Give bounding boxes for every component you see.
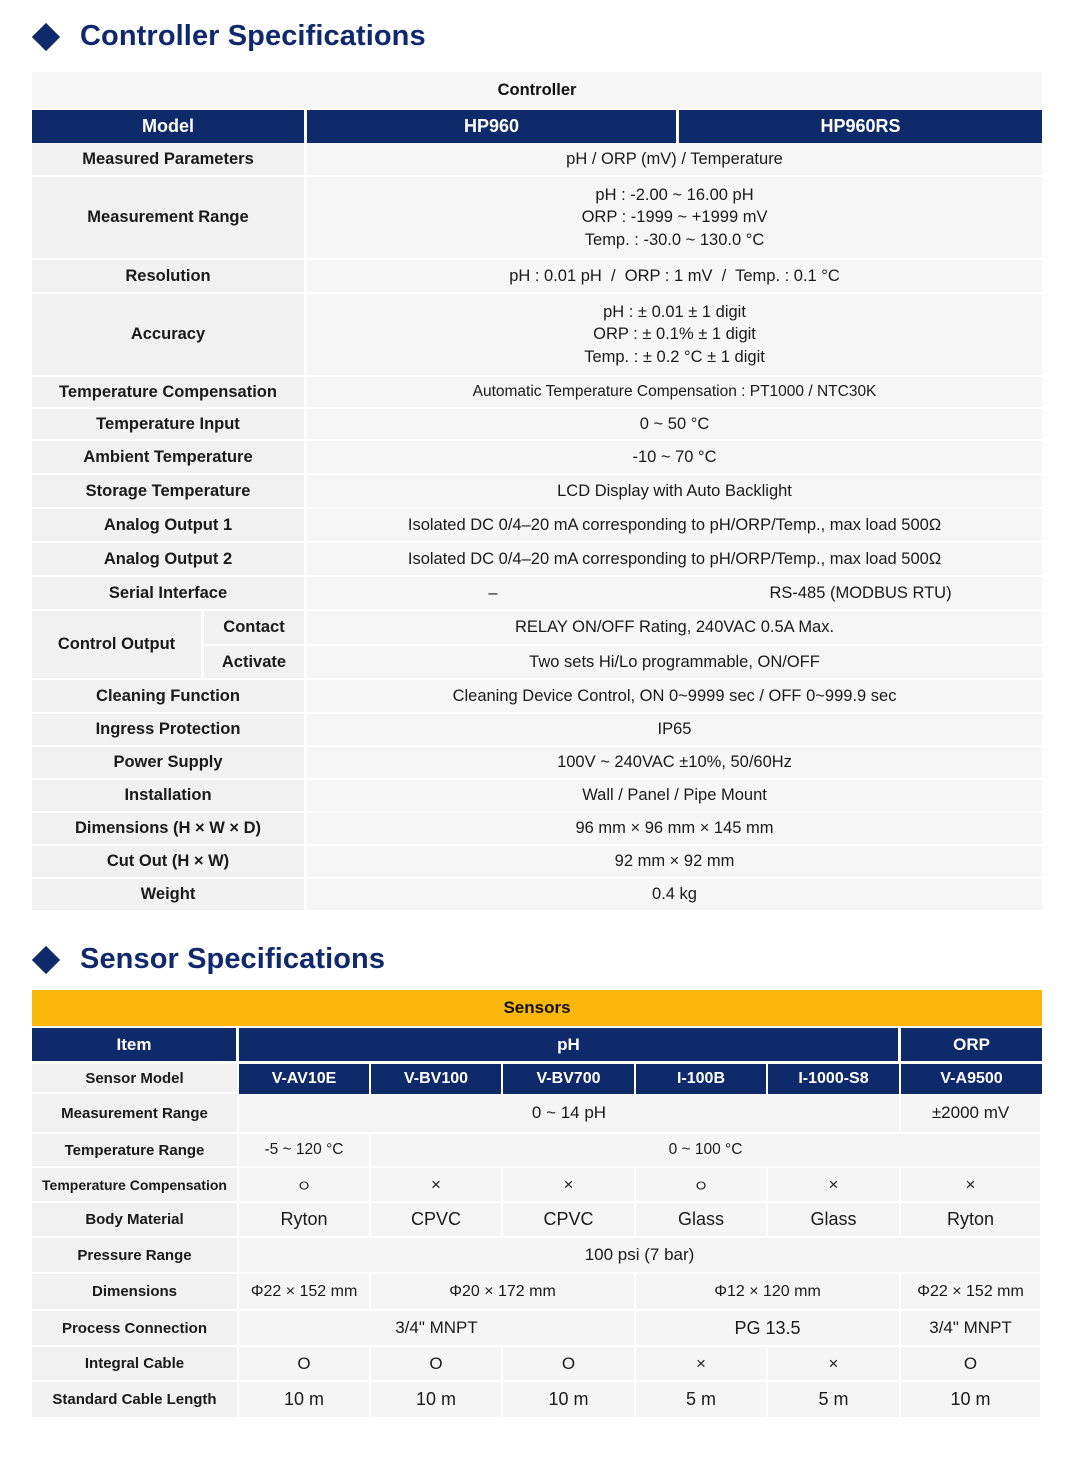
- row-value: 96 mm × 96 mm × 145 mm: [307, 813, 1042, 846]
- cell: CPVC: [371, 1203, 503, 1238]
- row-value: [307, 294, 1042, 377]
- row-value: 92 mm × 92 mm: [307, 846, 1042, 879]
- range-line: ORP : -1999 ~ +1999 mV: [581, 208, 768, 227]
- cell: ×: [503, 1168, 636, 1203]
- cell: 10 m: [371, 1382, 503, 1419]
- row-label: Dimensions (H × W × D): [32, 813, 307, 846]
- cell: ×: [901, 1168, 1042, 1203]
- cell: O: [503, 1347, 636, 1382]
- row-label: Temperature Range: [32, 1134, 239, 1168]
- row-label: Analog Output 1: [32, 509, 307, 543]
- row-value: pH / ORP (mV) / Temperature: [307, 143, 1042, 177]
- table-row: [32, 879, 1042, 912]
- sub-label-contact: Contact: [204, 611, 307, 646]
- row-label: Weight: [32, 879, 307, 912]
- model-v-bv700: V-BV700: [503, 1061, 636, 1094]
- row-label: Temperature Compensation: [32, 377, 307, 409]
- cell: -5 ~ 120 °C: [239, 1134, 371, 1168]
- table-row: [32, 543, 1042, 577]
- row-label: Accuracy: [32, 294, 307, 377]
- row-label: Process Connection: [32, 1311, 239, 1347]
- row-label: Measurement Range: [32, 177, 307, 260]
- row-label: Cleaning Function: [32, 680, 307, 714]
- header-orp: ORP: [901, 1028, 1042, 1061]
- cell: Ryton: [239, 1203, 371, 1238]
- row-value: 100V ~ 240VAC ±10%, 50/60Hz: [307, 747, 1042, 780]
- model-v-av10e: V-AV10E: [239, 1061, 371, 1094]
- table-row: [32, 1274, 1042, 1311]
- row-value: 0.4 kg: [307, 879, 1042, 912]
- sensor-model-row: [32, 1061, 1042, 1094]
- table-row: [32, 509, 1042, 543]
- row-label: Temperature Compensation: [32, 1168, 239, 1203]
- accuracy-line: pH : ± 0.01 ± 1 digit: [603, 302, 746, 321]
- row-value: pH : 0.01 pH / ORP : 1 mV / Temp. : 0.1 °C: [307, 260, 1042, 294]
- table-row: [32, 143, 1042, 177]
- cell: ㅇ: [239, 1168, 371, 1203]
- row-value: 0 ~ 50 °C: [307, 409, 1042, 441]
- row-label: Ingress Protection: [32, 714, 307, 747]
- cell: Φ12 × 120 mm: [636, 1274, 901, 1311]
- cell: 5 m: [636, 1382, 768, 1419]
- table-row: [32, 1382, 1042, 1419]
- controller-banner-row: [32, 72, 1042, 110]
- sensor-section-title: [32, 943, 385, 976]
- row-value: Wall / Panel / Pipe Mount: [307, 780, 1042, 813]
- table-row: [32, 1094, 1042, 1134]
- row-label: Pressure Range: [32, 1238, 239, 1274]
- range-line: Temp. : -30.0 ~ 130.0 °C: [584, 230, 765, 249]
- cell: 10 m: [503, 1382, 636, 1419]
- cell: ×: [636, 1347, 768, 1382]
- serial-hp960rs: RS-485 (MODBUS RTU): [679, 577, 1042, 611]
- accuracy-line: Temp. : ± 0.2 °C ± 1 digit: [584, 347, 765, 366]
- model-i-1000-s8: I-1000-S8: [768, 1061, 901, 1094]
- row-label: Sensor Model: [32, 1061, 239, 1094]
- cell: Ryton: [901, 1203, 1042, 1238]
- cell: 10 m: [901, 1382, 1042, 1419]
- cell: O: [371, 1347, 503, 1382]
- cell: ㅇ: [636, 1168, 768, 1203]
- table-row: [32, 577, 1042, 611]
- row-label: Measurement Range: [32, 1094, 239, 1134]
- table-row: [32, 475, 1042, 509]
- cell: Φ22 × 152 mm: [901, 1274, 1042, 1311]
- header-model: Model: [32, 110, 307, 143]
- cell: 3/4" MNPT: [239, 1311, 636, 1347]
- row-label: Power Supply: [32, 747, 307, 780]
- controller-section-title: [32, 20, 426, 53]
- header-ph: pH: [239, 1028, 901, 1061]
- diamond-bullet-icon: [32, 945, 60, 973]
- controller-heading: Controller Specifications: [80, 20, 426, 52]
- cell: CPVC: [503, 1203, 636, 1238]
- cell: Φ20 × 172 mm: [371, 1274, 636, 1311]
- cell: 0 ~ 100 °C: [371, 1134, 1042, 1168]
- row-label: Installation: [32, 780, 307, 813]
- cell: 3/4" MNPT: [901, 1311, 1042, 1347]
- row-label: Ambient Temperature: [32, 441, 307, 475]
- row-value: Automatic Temperature Compensation : PT1000 / NTC30K: [307, 377, 1042, 409]
- sub-label-activate: Activate: [204, 646, 307, 680]
- serial-hp960: –: [307, 577, 679, 611]
- cell: Glass: [636, 1203, 768, 1238]
- row-label: Body Material: [32, 1203, 239, 1238]
- table-row: [32, 409, 1042, 441]
- header-hp960rs: HP960RS: [679, 110, 1042, 143]
- row-value: Isolated DC 0/4–20 mA corresponding to pH/ORP/Temp., max load 500Ω: [307, 543, 1042, 577]
- model-v-a9500: V-A9500: [901, 1061, 1042, 1094]
- row-value: Two sets Hi/Lo programmable, ON/OFF: [307, 646, 1042, 680]
- cell: ×: [371, 1168, 503, 1203]
- diamond-bullet-icon: [32, 22, 60, 50]
- row-label: Cut Out (H × W): [32, 846, 307, 879]
- accuracy-line: ORP : ± 0.1% ± 1 digit: [593, 325, 756, 344]
- cell: O: [239, 1347, 371, 1382]
- table-row: [32, 714, 1042, 747]
- table-row: [32, 177, 1042, 260]
- row-value: IP65: [307, 714, 1042, 747]
- row-label: Serial Interface: [32, 577, 307, 611]
- table-row: [32, 377, 1042, 409]
- cell: ×: [768, 1347, 901, 1382]
- cell: O: [901, 1347, 1042, 1382]
- cell: 100 psi (7 bar): [239, 1238, 1042, 1274]
- table-row: [32, 747, 1042, 780]
- orp-range: ±2000 mV: [901, 1094, 1042, 1134]
- sensor-header-row: [32, 1028, 1042, 1061]
- table-row: [32, 260, 1042, 294]
- table-row: [32, 846, 1042, 879]
- row-label: Measured Parameters: [32, 143, 307, 177]
- cell: Φ22 × 152 mm: [239, 1274, 371, 1311]
- cell: 10 m: [239, 1382, 371, 1419]
- controller-header-row: [32, 110, 1042, 143]
- sensor-spec-table: [32, 990, 1042, 1419]
- table-row: [32, 1203, 1042, 1238]
- cell: ×: [768, 1168, 901, 1203]
- sensor-banner: Sensors: [32, 990, 1042, 1028]
- row-label: Storage Temperature: [32, 475, 307, 509]
- row-value: -10 ~ 70 °C: [307, 441, 1042, 475]
- row-label: Analog Output 2: [32, 543, 307, 577]
- row-label: Integral Cable: [32, 1347, 239, 1382]
- table-row: [32, 611, 1042, 646]
- cell: 5 m: [768, 1382, 901, 1419]
- ph-range: 0 ~ 14 pH: [239, 1094, 901, 1134]
- row-label: Control Output: [32, 611, 204, 680]
- row-label: Temperature Input: [32, 409, 307, 441]
- header-item: Item: [32, 1028, 239, 1061]
- table-row: [32, 680, 1042, 714]
- row-value: Cleaning Device Control, ON 0~9999 sec / OFF 0~999.9 sec: [307, 680, 1042, 714]
- row-value: Isolated DC 0/4–20 mA corresponding to pH/ORP/Temp., max load 500Ω: [307, 509, 1042, 543]
- table-row: [32, 1238, 1042, 1274]
- row-label: Standard Cable Length: [32, 1382, 239, 1419]
- table-row: [32, 1311, 1042, 1347]
- table-row: [32, 441, 1042, 475]
- controller-banner: Controller: [32, 72, 1042, 110]
- model-v-bv100: V-BV100: [371, 1061, 503, 1094]
- table-row: [32, 1347, 1042, 1382]
- range-line: pH : -2.00 ~ 16.00 pH: [595, 185, 754, 204]
- cell: PG 13.5: [636, 1311, 901, 1347]
- sensor-banner-row: [32, 990, 1042, 1028]
- row-value: [307, 177, 1042, 260]
- row-value: LCD Display with Auto Backlight: [307, 475, 1042, 509]
- row-label: Resolution: [32, 260, 307, 294]
- table-row: [32, 813, 1042, 846]
- controller-spec-table: [32, 72, 1042, 912]
- table-row: [32, 294, 1042, 377]
- sensor-heading: Sensor Specifications: [80, 943, 386, 975]
- row-label: Dimensions: [32, 1274, 239, 1311]
- table-row: [32, 1134, 1042, 1168]
- header-hp960: HP960: [307, 110, 679, 143]
- table-row: [32, 780, 1042, 813]
- row-value: RELAY ON/OFF Rating, 240VAC 0.5A Max.: [307, 611, 1042, 646]
- cell: Glass: [768, 1203, 901, 1238]
- model-i-100b: I-100B: [636, 1061, 768, 1094]
- table-row: [32, 1168, 1042, 1203]
